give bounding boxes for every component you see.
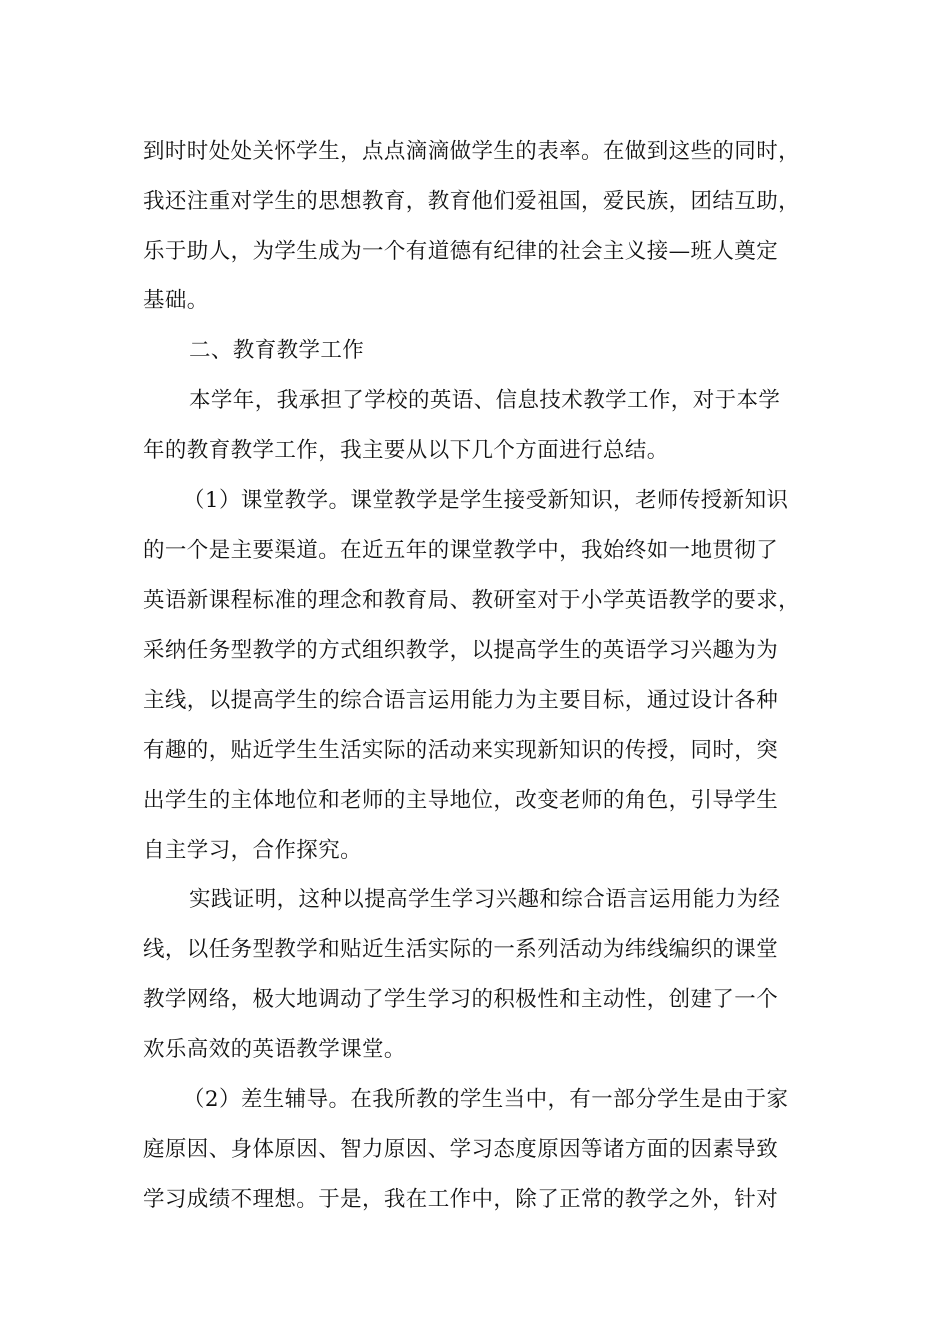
text-line: 欢乐高效的英语教学课堂。	[143, 1037, 406, 1062]
text-line: 本学年，我承担了学校的英语、信息技术教学工作，对于本学	[189, 388, 781, 413]
text-line: 有趣的，贴近学生生活实际的活动来实现新知识的传授，同时，突	[143, 738, 779, 763]
text-line: 出学生的主体地位和老师的主导地位，改变老师的角色，引导学生	[143, 788, 779, 813]
text-line: （1）课堂教学。课堂教学是学生接受新知识，老师传授新知识	[183, 488, 789, 513]
text-line: 学习成绩不理想。于是，我在工作中，除了正常的教学之外，针对	[143, 1187, 779, 1212]
text-line: 实践证明，这种以提高学生学习兴趣和综合语言运用能力为经	[189, 887, 781, 912]
text-line: 采纳任务型教学的方式组织教学，以提高学生的英语学习兴趣为为	[143, 638, 779, 663]
text-line: 庭原因、身体原因、智力原因、学习态度原因等诸方面的因素导致	[143, 1137, 779, 1162]
text-line: 基础。	[143, 288, 209, 313]
text-line: 的一个是主要渠道。在近五年的课堂教学中，我始终如一地贯彻了	[143, 538, 779, 563]
text-line: （2）差生辅导。在我所教的学生当中，有一部分学生是由于家	[183, 1087, 789, 1112]
text-line: 年的教育教学工作，我主要从以下几个方面进行总结。	[143, 438, 669, 463]
text-line: 线，以任务型教学和贴近生活实际的一系列活动为纬线编织的课堂	[143, 937, 779, 962]
text-line: 自主学习，合作探究。	[143, 838, 363, 863]
section-heading: 二、教育教学工作	[189, 338, 365, 363]
text-line: 乐于助人，为学生成为一个有道德有纪律的社会主义接—班人奠定	[143, 239, 779, 264]
text-line: 主线，以提高学生的综合语言运用能力为主要目标，通过设计各种	[143, 688, 779, 713]
text-line: 英语新课程标准的理念和教育局、教研室对于小学英语教学的要求，	[143, 588, 801, 613]
text-line: 到时时处处关怀学生，点点滴滴做学生的表率。在做到这些的同时，	[143, 139, 801, 164]
text-line: 教学网络，极大地调动了学生学习的积极性和主动性，创建了一个	[143, 987, 779, 1012]
text-line: 我还注重对学生的思想教育，教育他们爱祖国，爱民族，团结互助，	[143, 189, 801, 214]
